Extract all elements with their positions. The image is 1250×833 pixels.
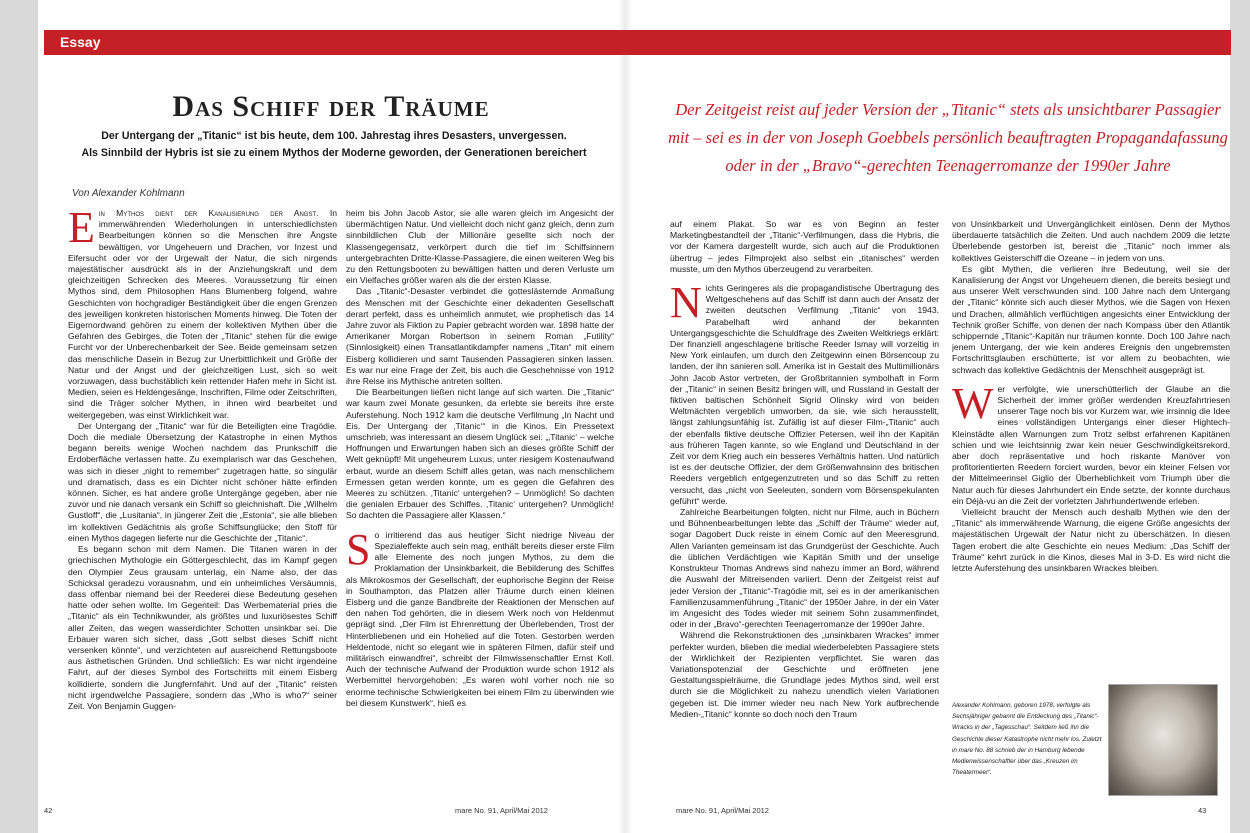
drop-cap: S (346, 524, 371, 574)
author-caption: Alexander Kohlmann, geboren 1978, verfolgte als Sechsjähriger gebannt die Entdeckung des „Titanic“-Wracks in der „Tagesschau“. Seitdem ließ ihn die Geschichte dieser Katastrophe nicht mehr los. Zuletzt in mare No. 88 schrieb der in Hamburg lebende Medienwissenschaftler über das „Kreuzen im Theatermeer“. (952, 702, 1102, 777)
paragraph: Vielleicht braucht der Mensch auch deshalb Mythen wie den der „Titanic“ als immerwährende Warnung, die eigene Größe angesichts der majestätischen Urgewalt der Natur nicht zu überschätzen. In diesen Tagen erobert die alte Geschichte ein neues Medium: „Das Schiff der Träume“ kehrt zurück in die Kinos, dieses Mal in 3-D. Es wird nicht die letzte Auferstehung des unsinkbaren Wrackes bleiben. (952, 507, 1230, 574)
page-number-left: 42 (44, 806, 53, 815)
subtitle-line-2: Als Sinnbild der Hybris ist sie zu einem Mythos der Moderne geworden, der Generationen bereichert (81, 147, 587, 159)
page-edge-left (0, 0, 38, 833)
paragraph: von Unsinkbarkeit und Unvergänglichkeit einlösen. Denn der Mythos überdauerte tatsächlich die Zeiten. Und auch nachdem 2009 die letzte Überlebende gestorben ist, bereist die „Titanic“ noch immer als kollektives Geisterschiff die Ozeane – in jedem von uns. (952, 219, 1230, 263)
paragraph-text: er verfolgte, wie unerschütterlich der Glaube an die Sicherheit der immer größer werdenden Kreuzfahrtriesen unserer Tage noch bis vor Kurzem war, wie irrsinnig die Idee eines vollständigen Untergangs einer dieser Hightech-Kleinstädte allen Warnungen zum Trotz selbst erfahrenen Kapitänen schien und wie leichtsinnig zwar kein neuer Geschwindigkeitsrekord, aber doch repräsentative und hoch riskante Manöver von profitorientierten Reedern forciert wurden, bevor ein kleiner Felsen vor der Mittelmeerinsel Giglio der Überheblichkeit vom Triumph über die Natur auch für dieses Jahrhundert ein Ende setzte, der konnte durchaus ein Déjà-vu an die Zeit der vorletzten Jahrhundertwende erleben. (952, 383, 1230, 506)
pull-quote: Der Zeitgeist reist auf jeder Version der „Titanic“ stets als unsichtbarer Passagier mit – sei es in der von Joseph Goebbels persönlich beauftragten Propagandafassung oder in der „Bravo“-gerechten Teenagerromanze der 1990er Jahre (668, 100, 1228, 175)
paragraph: Die Bearbeitungen ließen nicht lange auf sich warten. Die „Titanic“ war kaum zwei Monate gesunken, da erlebte sie bereits ihre erste Auferstehung. Noch 1912 kam die deutsche Verfilmung „In Nacht und Eis. Der Untergang der ‚Titanic‘“ in die Kinos. Ein Pressetext umschrieb, was interessant an diesem Unglück sei: „‚Titanic‘ – welche Hoffnungen und Erwartungen haben sich an dieses größte Schiff der Welt geknüpft! Mit ungeheurem Luxus, unter riesigem Kostenaufwand erbaut, wurde an diesem Schiff alles getan, was nach menschlichem Ermessen getan werden konnte, um es gegen die Gefahren des Meeres zu schützen. ‚Titanic‘ untergehen? – Unmöglich! So dachten die genialen Erbauer des Schiffes. ‚Titanic‘ untergehen? Unmöglich! So dachten die Passagiere aller Klassen.“ (346, 387, 614, 521)
page-number-right: 43 (1198, 806, 1207, 815)
article-title: Das Schiff der Träume (172, 90, 490, 123)
paragraph: Der Untergang der „Titanic“ war für die Beteiligten eine Tragödie. Doch die mediale Übersetzung der Katastrophe in einen Mythos begann bereits wenige Wochen nachdem das Prunkschiff die Erdoberfläche verlassen hatte. Zu exemplarisch war das Geschehen, was sich in dieser „night to remember“ zugetragen hatte, so singulär und dramatisch, dass es ein Dichter nicht schöner hätte erfinden können. Sicher, es hat andere große Untergänge gegeben, aber nie zuvor und nie danach versank ein Schiff so gleichnishaft. Die „Wilhelm Gustloff“, die „Lusitania“, in jüngerer Zeit die „Estonia“, sie alle blieben im kollektiven Gedächtnis als große Schiffsunglücke; den Stoff für einen Mythos dagegen lieferte nur die Geschichte der „Titanic“. (68, 420, 337, 543)
paragraph (346, 524, 614, 709)
paragraph: Das „Titanic“-Desaster verbindet die gotteslästernde Anmaßung des Menschen mit der Geschichte einer dekadenten Gesellschaft derart perfekt, dass es unheimlich anmutet, wie prophetisch das 14 Jahre zuvor als Fiktion zu Papier gebracht worden war. 1898 hatte der Amerikaner Morgan Robertson in seinem Roman „Futility“ (Sinnlosigkeit) einen Transatlantikdampfer namens „Titan“ mit einem Eisberg kollidieren und samt Tausenden Passagieren sinken lassen. Es war nur eine Frage der Zeit, bis auch die Geschehnisse von 1912 ihre Reise ins Mythische antreten sollten. (346, 286, 614, 387)
paragraph: Es begann schon mit dem Namen. Die Titanen waren in der griechischen Mythologie ein Göttergeschlecht, das im Kampf gegen den Olympier Zeus grausam unterlag, ein Name also, der das Schicksal geradezu vorausnahm, und ein unheimliches Versäumnis, dass offenbar niemand bei der Reederei diese Bedeutung gesehen hatte oder sehen wollte. Im Gegenteil: Das Werbematerial pries die „Titanic“ als ein Technikwunder, als größtes und luxuriösestes Schiff aller Zeiten, das wegen wasserdichter Schotten unsinkbar sei. Die Erbauer waren sich sicher, dass „Gott selbst dieses Schiff nicht versenken könnte“, und verzichteten auf ausreichend Rettungsboote aus ästhetischen Gründen. Und schließlich: Es war nicht irgendeine Fahrt, auf der dieses Symbol des Fortschritts mit einem Eisberg kollidierte, sondern die Jungfernfahrt. Und auf der „Titanic“ reisten nicht irgendwelche Passagiere, sondern das „Who is who?“ seiner Zeit. Von Benjamin Guggen- (68, 544, 337, 711)
drop-cap: E (68, 208, 95, 252)
text-column-3 (670, 219, 939, 809)
paragraph: Es gibt Mythen, die verlieren ihre Bedeutung, weil sie der Kanalisierung der Angst vor Ungeheuern dienen, die bereits besiegt und aus unserer Welt verschwunden sind. 100 Jahre nach dem Untergang der „Titanic“ könnte sich auch dieser Mythos, wie die Sagen von Hexen und Drachen, allmählich verflüchtigen angesichts einer Entwicklung der Technik großer Schiffe, von denen der nach Kompass über den Atlantik schippernde „Titanic“-Kapitän nur träumen konnte. Doch 100 Jahre nach jenem Untergang, der wie kein anderes Ereignis den ungebremsten Fortschrittsglauben erschütterte, ist vor allem zu beobachten, wie schwach das kollektive Gedächtnis der Menschheit ausgeprägt ist. (952, 263, 1230, 375)
paragraph: auf einem Plakat. So war es von Beginn an fester Marketingbestandteil der „Titanic“-Verfilmungen, dass die Hybris, die vor der Kamera dargestellt wurde, sich auch auf die Produktionen übertrug – jedes Filmprojekt also selbst ein „titanisches“ werden musste, um den Mythos überzeugend zu verarbeiten. (670, 219, 939, 274)
drop-cap: N (670, 278, 702, 328)
text-column-2 (346, 208, 614, 808)
subtitle-line-1: Der Untergang der „Titanic“ ist bis heute, dem 100. Jahrestag ihres Desasters, unvergessen. (101, 130, 567, 142)
paragraph: heim bis John Jacob Astor, sie alle waren gleich im Angesicht der übermächtigen Natur. Und vielleicht doch nicht ganz gleich, denn zum sinnbildlichen Club der Millionäre gesellte sich noch der Klassengegensatz, verkörpert durch die tief im Schiffsinnern untergebrachten Dritte-Klasse-Passagiere, die einen weiteren Weg bis zu den Rettungsbooten zu bewältigen hatten und deren Verluste um ein Vielfaches größer waren als die der ersten Klasse. (346, 208, 614, 286)
section-banner (44, 30, 1231, 55)
paragraph-text: In immerwährenden Wiederholungen in unterschiedlichsten Bearbeitungen können so die Menschen ihre Ängste bewältigen, vor Ungeheuern und Drachen, vor Inzest und Eifersucht oder vor der Urgewalt der Natur, die sich nirgends majestätischer ausdrückt als in der Anziehungskraft und dem gleichzeitigen Schrecken des Meeres. Voraussetzung für einen Mythos sind, dem Philosophen Hans Blumenberg folgend, wahre Geschichten von hochgradiger Beständigkeit über die engen Grenzen des jeweiligen konkreten historischen Moments hinweg. Die Toten der Eigernordwand gehören zu einem der kollektiven Mythen über die Gefahren des Gebirges, die Toten der „Titanic“ stehen für die ewige Furcht vor der Unberechenbarkeit der See. Beide gemeinsam setzen das menschliche Dasein in Bezug zur Unerbittlichkeit und Größe der Natur und der Angst und der gleichzeitigen Lust, sich so weit vorzuwagen, dass buchstäblich kein rettender Hafen mehr in Sicht ist. Medien, seien es Heldengesänge, Inschriften, Filme oder Zeitschriften, sind die Träger solcher Mythen, in ihnen wird bearbeitet und weitergegeben, was einst Wirklichkeit war. (68, 208, 337, 420)
section-label: Essay (60, 34, 101, 50)
lead-in: in Mythos dient der Kanalisierung der Angst. (98, 208, 319, 218)
byline: Von Alexander Kohlmann (72, 188, 185, 199)
magazine-info-left: mare No. 91, April/Mai 2012 (455, 806, 548, 815)
article-subtitle (60, 128, 608, 162)
paragraph-text: ichts Geringeres als die propagandistische Übertragung des Weltgeschehens auf das Schiff ist dann auch der Ansatz der zweiten deutschen Verfilmung „Titanic“ von 1943. Parabelhaft wird anhand der bekannten Untergangsgeschichte die Schuldfrage des Zweiten Weltkriegs erklärt: Der finanziell angeschlagene britische Reeder Ismay will vorzeitig in New York einlaufen, um durch den Zeitgewinn einen Börsencoup zu landen, der ihn sanieren soll. Amerika ist in Gestalt des Multimillionärs John Jacob Astor vertreten, der Großbritannien symbolhaft in Form der „Titanic“ in seinen Besitz bringen will, und Russland in Gestalt der fiktiven baltischen Schönheit Sigrid Olinsky wird von beiden Weltmächten vergeblich umworben, da sie, wie sich herausstellt, längst zahlungsunfähig ist. Zufällig ist auf dieser Film-„Titanic“ auch der ebenfalls fiktive deutsche Offizier Petersen, weil ihn der Kapitän aus früheren Tagen kannte, so wie England und Deutschland in der Zeit vor dem Krieg auch ein besseres Verhältnis hatten. Und natürlich ist es der deutsche Offizier, der dem Größenwahnsinn des britischen Reeders vergeblich entgegenzutreten und so das Schiff zu retten versucht, das „nicht von Seeleuten, sondern vom Börsenspekulanten geführt“ werde. (670, 283, 939, 506)
paragraph (670, 278, 939, 507)
page-edge-right (1230, 0, 1250, 833)
paragraph: Zahlreiche Bearbeitungen folgten, nicht nur Filme, auch in Büchern und Bühnenbearbeitungen lebte das „Schiff der Träume“ wieder auf, sogar Dagobert Duck reiste in einem Comic auf den Meeresgrund. Allen Varianten gemeinsam ist das Grundgerüst der Geschichte. Auch die üblichen Verdächtigen wie Kapitän Smith und der unselige Konstrukteur Thomas Andrews sind nahezu immer an Bord, während die Auswahl der Mitreisenden variiert. Denn der Zeitgeist reist auf jeder Version der „Titanic“-Tragödie mit, sei es in der amerikanischen Familienzusammenführung „Titanic“ der 1950er Jahre, in der ein Vater im Angesicht des Todes wieder mit seinem Sohn zusammenfindet, oder in der „Bravo“-gerechten Teenagerromanze der 1990er Jahre. (670, 507, 939, 630)
magazine-info-right: mare No. 91, April/Mai 2012 (676, 806, 769, 815)
paragraph: Während die Rekonstruktionen des „unsinkbaren Wrackes“ immer perfekter wurden, blieben die medial wiederbelebten Passagiere stets der Wirklichkeit der Rezipienten verpflichtet. Sie waren das Variationspotenzial der Geschichte und eröffneten jene Gestaltungsspielräume, die Grundlage jedes Mythos sind, weil erst durch sie die Möglichkeit zu nahezu unendlich vielen Variationen gegeben ist. Die immer wieder neu nach New York aufbrechende Medien-„Titanic“ konnte so doch noch den Traum (670, 630, 939, 719)
text-column-4 (952, 219, 1230, 679)
author-photo (1108, 684, 1218, 796)
drop-cap: W (952, 378, 994, 428)
page-gutter (618, 0, 632, 833)
text-column-1 (68, 208, 337, 808)
paragraph (952, 378, 1230, 507)
paragraph (68, 208, 337, 421)
paragraph-text: o irritierend das aus heutiger Sicht niedrige Niveau der Spezialeffekte auch sein mag, enthält bereits dieser erste Film alle Elemente des noch jungen Mythos, zu dem die Proklamation der Unsinkbarkeit, die Bebilderung des Schiffes als Mikrokosmos der Gesellschaft, der euphorische Beginn der Reise in Southampton, das Platzen aller Träume durch einen kleinen Eisberg und die ganze Bandbreite der Reaktionen der Menschen auf den nahen Tod gehörten, die in diesem Werk noch von Heldenmut geprägt sind. „Der Film ist Ehrenrettung der Überlebenden, Trost der Hinterbliebenen und ein Hohelied auf die Toten. Gestorben werden Heldentode, nicht so elegant wie in späteren Filmen, dafür steif und militärisch einwandfrei“, schreibt der Filmwissenschaftler Ernst Koll. Auch der technische Aufwand der Produktion wurde schon 1912 als Werbemittel hervorgehoben: „Es waren wohl vorher noch nie so enorme technische Schwierigkeiten bei einem Film zu überwinden wie bei diesem Kunstwerk“, hieß es (346, 529, 614, 708)
